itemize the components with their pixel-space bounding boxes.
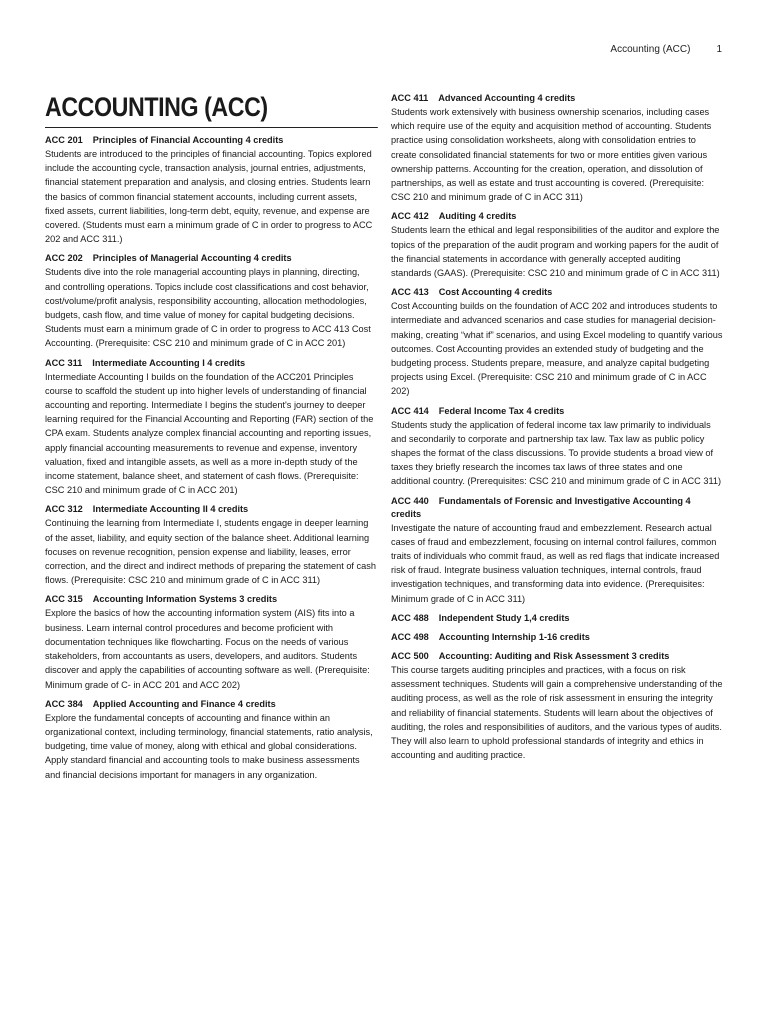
course-title: Principles of Financial Accounting 4 credits <box>92 135 284 145</box>
course-title: Accounting Internship 1-16 credits <box>438 631 590 642</box>
course-title: Independent Study 1,4 credits <box>438 612 570 623</box>
course-code: ACC 411 <box>391 93 429 103</box>
course-description: Intermediate Accounting I builds on the foundation of the ACC201 Principles course to scaffold the student up into higher levels of understanding of financial accounting and reporting. Intermediate I begins the student's journey to deeper learning required for the Financial Accounting and Reporting (FAR) section of the CPA exam. Students analyze complex financial accounting and reporting issues, apply financial accounting measurements to revenue and expense, inventory valuation, fixed and intangible assets, as well as a more in-depth study of the income statement, balance sheet, and statement of cash flows. (Prerequisite: CSC 210 and minimum grade of C in ACC 201) <box>45 371 374 496</box>
course-description: This course targets auditing principles and practices, with a focus on risk assessment techniques. Students will gain a comprehensive understanding of the auditing process, as well as the role of risk assessment in ensuring the integrity and reliability of financial statements. Students will learn about the objectives of auditing, the roles and responsibilities of auditors, and the various types of audits. They will also learn to uphold professional standards of integrity and ethics in accounting and auditing practice. <box>391 664 723 761</box>
course-code: ACC 384 <box>45 698 83 709</box>
course-description: Students work extensively with business ownership scenarios, including cases which require use of the equity and acquisition method of accounting. Students practice using consolidation worksheets, along with consolidation entries to create consolidated financial statements for two or more entities given various ownership patterns. Accounting for the creation, operation, and dissolution of partnerships, as well as estate and trust accounting is covered. (Prerequisite: CSC 210 and minimum grade of C in ACC 311) <box>391 107 712 203</box>
course-description: Students study the application of federal income tax law primarily to individuals and secondarily to corporate and partnership tax law. Tax law as public policy shapes the format of the class discussions. To provide students a broad view of taxes they briefly research the incomes tax laws of three states and one additional country. (Prerequisites: CSC 210 and minimum grade of C in ACC 311) <box>391 419 722 487</box>
course-code: ACC 414 <box>391 405 429 416</box>
course-title: Advanced Accounting 4 credits <box>438 93 576 103</box>
course-entry <box>45 593 377 691</box>
course-code: ACC 315 <box>45 594 83 605</box>
course-entry <box>45 252 377 350</box>
course-heading <box>45 593 377 606</box>
course-code: ACC 412 <box>391 211 429 222</box>
course-code: ACC 312 <box>45 504 83 515</box>
course-title: Intermediate Accounting II 4 credits <box>92 504 249 515</box>
course-title: Auditing 4 credits <box>438 211 517 222</box>
course-description: Explore the fundamental concepts of accounting and finance within an organizational context, including terminology, financial statements, ratio analysis, budgeting, time value of money, along with ethical and global considerations. Apply standard financial and accounting tools to make business assessments and financial decisions important for managers in any organization. <box>45 712 373 780</box>
course-entry <box>391 286 723 398</box>
course-entry <box>391 631 723 644</box>
left-column <box>45 92 377 788</box>
course-heading <box>45 698 377 711</box>
course-entry <box>391 92 723 204</box>
course-description: Students dive into the role managerial accounting plays in planning, directing, and controlling operations. Topics include cost classifications and cost behavior, cost/volume/profit analysis, responsibility accounting, allocation methodologies, budgets, cash flow, and time value of money for capital budgeting decisions. Students must earn a minimum grade of C in order to progress to ACC 413 Cost Accounting. (Prerequisite: CSC 210 and minimum grade of C in ACC 201) <box>45 267 371 349</box>
course-heading <box>45 503 377 516</box>
page-number: 1 <box>716 44 722 55</box>
course-heading <box>391 631 723 644</box>
course-entry <box>391 210 723 280</box>
course-code: ACC 488 <box>391 612 429 623</box>
course-code: ACC 201 <box>45 135 83 145</box>
course-heading <box>391 92 723 105</box>
course-heading <box>391 405 723 418</box>
page-title: ACCOUNTING (ACC) <box>45 92 378 128</box>
course-title: Principles of Managerial Accounting 4 credits <box>92 253 292 264</box>
course-code: ACC 311 <box>45 357 83 368</box>
course-heading <box>391 210 723 223</box>
course-entry <box>45 698 377 782</box>
course-code: ACC 500 <box>391 650 429 661</box>
course-heading <box>391 650 723 663</box>
course-code: ACC 202 <box>45 253 83 264</box>
course-code: ACC 498 <box>391 631 429 642</box>
course-code: ACC 440 <box>391 495 429 506</box>
course-title: Accounting: Auditing and Risk Assessment 3 credits <box>438 650 670 661</box>
course-title: Accounting Information Systems 3 credits <box>92 594 278 605</box>
course-heading <box>45 357 377 370</box>
course-description: Explore the basics of how the accounting information system (AIS) fits into a business. Learn internal control procedures and become proficient with documentation techniques like flowcharting. Focus on the needs of various stakeholders, from accountants as users, developers, and auditors. Students discover and apply the capabilities of accounting software as well. (Prerequisite: Minimum grade of C- in ACC 201 and ACC 202) <box>45 608 370 690</box>
course-description: Students learn the ethical and legal responsibilities of the auditor and explore the topics of the preparation of the audit program and working papers for the audit of the financial statements in accordance with generally accepted auditing standards (GAAS). (Prerequisite: CSC 210 and minimum grade of C in ACC 311) <box>391 225 720 279</box>
course-title: Intermediate Accounting I 4 credits <box>92 357 246 368</box>
course-code: ACC 413 <box>391 287 429 298</box>
course-entry <box>45 503 377 587</box>
running-header <box>610 44 722 55</box>
course-title: Federal Income Tax 4 credits <box>438 405 565 416</box>
course-title: Cost Accounting 4 credits <box>438 287 553 298</box>
right-column <box>391 92 723 768</box>
course-heading <box>45 134 377 147</box>
course-title: Fundamentals of Forensic and Investigative Accounting 4 credits <box>391 495 691 519</box>
course-description: Students are introduced to the principles of financial accounting. Topics explored include the accounting cycle, transaction analysis, journal entries, adjustments, financial statement preparation and analysis, and closing entries. Students learn the basics of common financial statement accounts, including current assets, fixed assets, current liabilities, long-term debt, equity, revenue, and expense are covered. (Students must earn a minimum grade of C in order to progress to ACC 202 and ACC 311.) <box>45 149 373 245</box>
course-entry <box>391 495 723 606</box>
course-heading <box>391 495 723 521</box>
course-entry <box>391 612 723 625</box>
course-entry <box>391 405 723 489</box>
course-entry <box>45 357 377 498</box>
course-description: Cost Accounting builds on the foundation of ACC 202 and introduces students to intermediate and advanced scenarios and case studies for managerial decision-making, creating “what if” scenarios, and using Excel modeling to quantify various outcomes. Cost Accounting provides an extended study of budgeting and the budgeting process. Students prepare, measure, and analyze capital budgeting projects using Excel. (Prerequisite: CSC 210 and minimum grade of C in ACC 202) <box>391 301 723 397</box>
course-entry <box>391 650 723 762</box>
course-description: Continuing the learning from Intermediate I, students engage in deeper learning of the asset, liability, and equity section of the balance sheet. Additional learning focuses on revenue recognition, pension expense and liability, leases, error correction, and the direct and indirect methods of preparing the statement of cash flows. (Prerequisite: CSC 210 and minimum grade of C in ACC 311) <box>45 518 376 586</box>
course-entry <box>45 134 377 246</box>
course-title: Applied Accounting and Finance 4 credits <box>92 698 276 709</box>
course-description: Investigate the nature of accounting fraud and embezzlement. Research actual cases of fraud and embezzlement, focusing on internal control failures, common traits of individuals who commit fraud, as well as red flags that indicate increased risk of fraud. Integrate business valuation techniques, internal controls, fraud investigation techniques, and transforming data into evidence. (Prerequisites: Minimum grade of C in ACC 311) <box>391 522 720 604</box>
course-heading <box>45 252 377 265</box>
running-title: Accounting (ACC) <box>610 44 691 55</box>
course-heading <box>391 286 723 299</box>
course-heading <box>391 612 723 625</box>
